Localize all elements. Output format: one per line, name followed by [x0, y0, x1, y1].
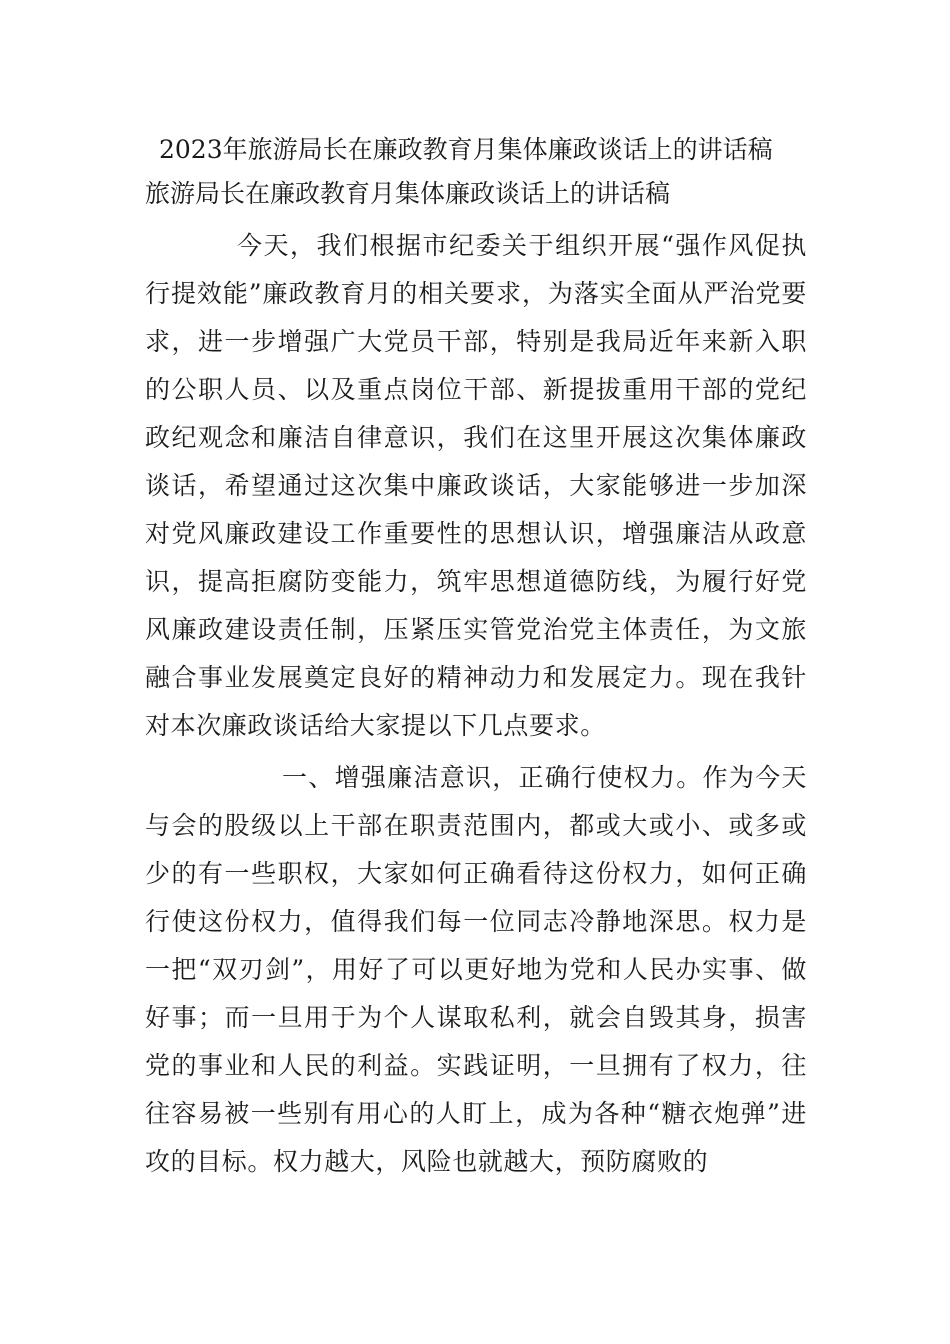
- paragraph-intro: 今天，我们根据市纪委关于组织开展“强作风促执行提效能”廉政教育月的相关要求，为落实全面从严治党要求，进一步增强广大党员干部，特别是我局近年来新入职的公职人员、以及重点岗位干部、新提拔重用干部的党纪政纪观念和廉洁自律意识，我们在这里开展这次集体廉政谈话，希望通过这次集中廉政谈话，大家能够进一步加深对党风廉政建设工作重要性的思想认识，增强廉洁从政意识，提高拒腐防变能力，筑牢思想道德防线，为履行好党风廉政建设责任制，压紧压实管党治党主体责任，为文旅融合事业发展奠定良好的精神动力和发展定力。现在我针对本次廉政谈话给大家提以下几点要求。: [145, 231, 807, 740]
- paragraph-section-one: 一、增强廉洁意识，正确行使权力。作为今天与会的股级以上干部在职责范围内，都或大或小、或多或少的有一些职权，大家如何正确看待这份权力，如何正确行使这份权力，值得我们每一位同志冷静地深思。权力是一把“双刃剑”，用好了可以更好地为党和人民办实事、做好事；而一旦用于为个人谋取私利，就会自毁其身，损害党的事业和人民的利益。实践证明，一旦拥有了权力，往往容易被一些别有用心的人盯上，成为各种“糖衣炮弹”进攻的目标。权力越大，风险也就越大，预防腐败的: [145, 763, 807, 1176]
- document-subtitle: 旅游局长在廉政教育月集体廉政谈话上的讲话稿: [145, 179, 671, 208]
- document-body: [145, 130, 807, 1186]
- document-title: 2023年旅游局长在廉政教育月集体廉政谈话上的讲话稿: [159, 135, 773, 164]
